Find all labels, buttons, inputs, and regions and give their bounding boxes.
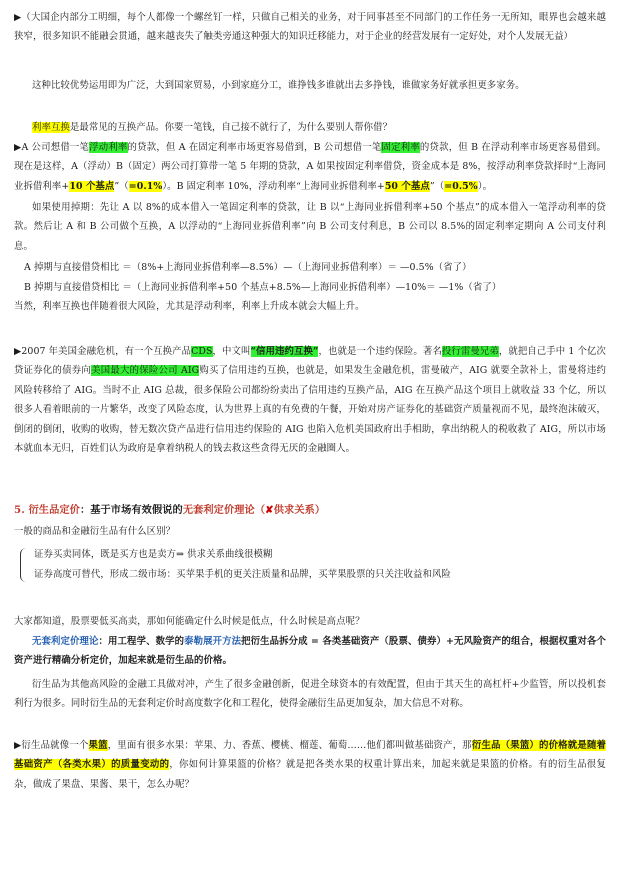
- cds-paragraph: ▶2007 年美国金融危机，有一个互换产品CDS，中文叫“信用违约互换”，也就是一个违约保险。著名投行雷曼兄弟，就把自己手中 1 个亿次贷证券化的债券向美国最大的保险公司 AIG购买了信用违约互换，也就是，如果发生金融危机，雷曼破产，AIG 就要全款补上，雷曼将违约风险转移给了 AIG。当时不止 AIG 总裁，很多保险公司都纷纷卖出了信用违约互换产品，AIG 在互换产品这个项目上就收益 33 个亿，所以很多人看着眼前的一片繁华，改变了风险态度，认为世界上真的有免费的午餐，开始对房产证券化的基础资产质量视而不见，最终泡沫破灭，倒闭的倒闭，收购的收购，替无数次贷产品进行信用违约保险的 AIG 也陷入危机美国政府出手相助，拿出纳税人的税收救了 AIG，所以市场本就血本无归，百姓们认为政府是拿着纳税人的钱去救这些贪得无厌的金融圈人。: [14, 346, 607, 455]
- point-one-percent-keyword: =0.1%: [128, 180, 163, 192]
- fifty-bp-keyword: 50 个基点: [384, 180, 430, 192]
- bullet-icon: ▶: [14, 740, 22, 751]
- difference-row-1: 证券买卖同体，既是买方也是卖方⇒ 供求关系曲线很模糊: [34, 549, 273, 560]
- fruit-basket-paragraph: ▶衍生品就像一个果篮，里面有很多水果：苹果、力、香蕉、樱桃、榴莲、葡萄……他们都叫做基础资产，那衍生品（果篮）的价格就是随着基础资产（各类水果）的质量变动的，你如何计算果篮的价格？就是把各类水果的权重计算出来，加起来就是果篮的价格。有的衍生品很复杂，做成了果盘、果酱、果干，怎么办呢？: [14, 740, 607, 790]
- floating-rate-keyword: 浮动利率: [89, 142, 128, 153]
- taylor-expansion-label: 泰勒展开方法: [184, 636, 242, 647]
- fixed-rate-keyword: 固定利率: [381, 142, 420, 153]
- brace-icon: [20, 548, 29, 582]
- comparative-advantage-paragraph: 这种比较优势运用即为广泛，大到国家贸易，小到家庭分工，谁挣钱多谁就出去多挣钱，谁做家务好就承担更多家务。: [32, 80, 525, 91]
- no-arbitrage-theory-label: 无套利定价理论: [32, 636, 99, 647]
- cross-icon: ✘: [265, 504, 274, 516]
- derivative-role-paragraph: 衍生品为其他高风险的金融工具做对冲，产生了很多金融创新，促进全球资本的有效配置，但由于其天生的高杠杆+少监管，所以投机套利行为很多。同时衍生品的无套利定价时高度数字化和工程化，使得金融衍生品更加复杂，加大信息不对称。: [14, 679, 606, 710]
- difference-row-2: 证券高度可替代，形成二级市场：买苹果手机的更关注质量和品牌，买苹果股票的只关注收益和风险: [34, 569, 451, 580]
- bullet-icon: ▶: [14, 12, 22, 23]
- bullet-icon: ▶: [14, 346, 22, 357]
- credit-default-swap-keyword: “信用违约互换”: [250, 346, 319, 357]
- calc-b-line: B 掉期与直接借贷相比 ＝（上海同业拆借利率+50 个基点+8.5%—上海同业拆借利率）—10%＝ —1%（省了）: [24, 282, 502, 293]
- swap-method-paragraph: 如果使用掉期：先让 A 以 8%的成本借入一笔固定利率的贷款，让 B 以“上海同业拆借利率+50 个基点”的成本借入一笔浮动利率的贷款。然后让 A 和 B 公司做个互换，A 以浮动的“上海同业拆借利率”向 B 公司支付利息，B 公司以 8.5%的固定利率定期向 A 公司支付利息。: [14, 202, 606, 252]
- difference-question: 一般的商品和金融衍生品有什么区别？: [14, 526, 176, 537]
- no-arbitrage-theory-paragraph: 无套利定价理论：用工程学、数学的泰勒展开方法把衍生品拆分成 = 各类基础资产（股票、债券）+无风险资产的组合，根据权重对各个资产进行精确分析定价，加起来就是衍生品的价格。: [14, 636, 606, 667]
- cds-keyword: CDS: [191, 346, 213, 357]
- calc-a-line: A 掉期与直接借贷相比 ＝（8%+上海同业拆借利率—8.5%）—（上海同业拆借利率）＝ —0.5%（省了）: [24, 262, 472, 273]
- aig-keyword: 美国最大的保险公司 AIG: [91, 365, 200, 377]
- high-low-question: 大家都知道，股票要低买高卖，那如何能确定什么时候是低点，什么时候是高点呢？: [14, 616, 365, 627]
- point-five-percent-keyword: =0.5%: [444, 180, 478, 192]
- fruit-basket-keyword: 果篮: [88, 740, 108, 751]
- swap-example-paragraph: ▶A 公司想借一笔浮动利率的贷款，但 A 在固定利率市场更容易借到，B 公司想借一笔固定利率的贷款，但 B 在浮动利率市场更容易借到。现在是这样，A（浮动）B（固定）两公司打算带一笔 5 年期的贷款，A 如果按固定利率借贷，资金成本是 8%，按浮动利率贷款择时“上海同业拆借利率+10 个基点”（=0.1%）。B 固定利率 10%，浮动利率“上海同业拆借利率+50 个基点”（=0.5%）。: [14, 142, 606, 192]
- ten-bp-keyword: 10 个基点: [69, 180, 115, 192]
- bullet-icon: ▶: [14, 142, 22, 153]
- lehman-keyword: 投行雷曼兄弟: [441, 346, 499, 357]
- basket-price-highlight: 衍生品（果篮）的价格就是随着基础资产（各类水果）的质量变动的: [14, 740, 607, 771]
- swap-intro-paragraph: 利率互换是最常见的互换产品。你要一笔钱，自己接不就行了，为什么要别人帮你借？: [32, 122, 393, 133]
- interest-rate-swap-keyword: 利率互换: [32, 122, 70, 133]
- section-5-heading: 5. 衍生品定价：基于市场有效假说的无套利定价理论（✘供求关系）: [14, 504, 326, 516]
- division-of-labor-paragraph: ▶（大国企内部分工明细，每个人都像一个螺丝钉一样，只做自己相关的业务，对于同事甚至不同部门的工作任务一无所知，眼界也会越来越狭窄，很多知识不能融会贯通，越来越丧失了触类旁通这种强大的知识迁移能力，对于企业的经营发展有一定好处，对个人发展无益）: [14, 12, 606, 43]
- swap-risk-line: 当然，利率互换也伴随着很大风险，尤其是浮动利率，利率上升成本就会大幅上升。: [14, 301, 365, 312]
